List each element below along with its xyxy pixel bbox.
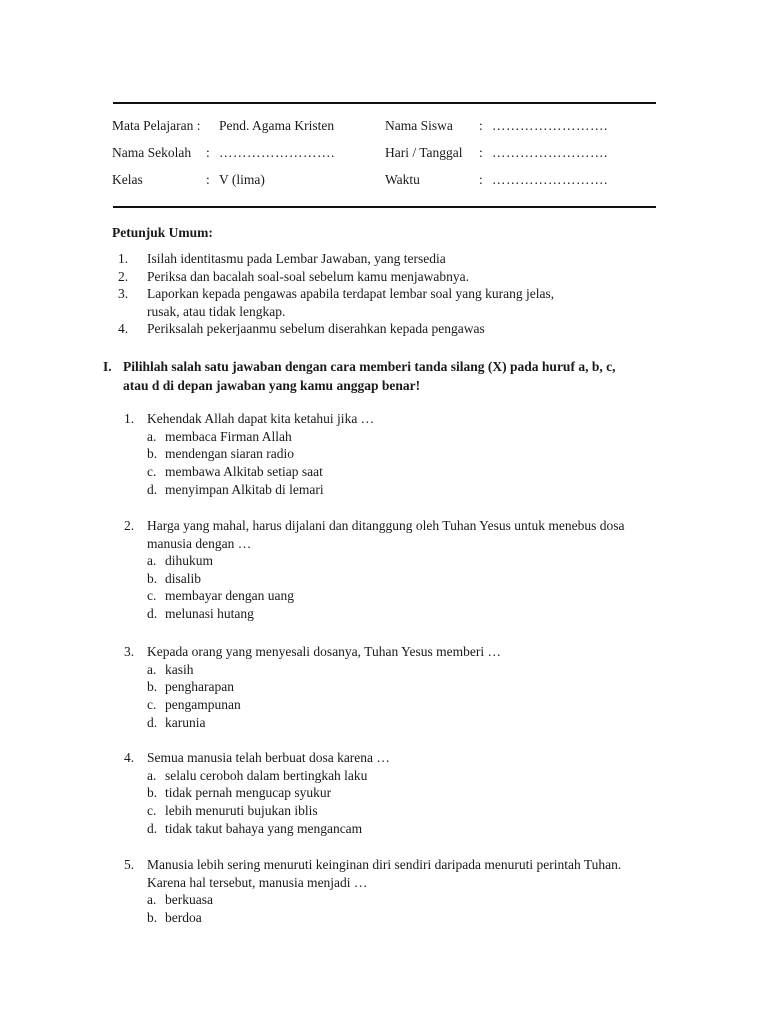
class-separator: : xyxy=(206,172,210,187)
question-3 xyxy=(124,643,659,731)
question-text: Kepada orang yang menyesali dosanya, Tuhan Yesus memberi … xyxy=(147,644,501,659)
instruction-text: Laporkan kepada pengawas apabila terdapat lembar soal yang kurang jelas, rusak, atau tidak lengkap. xyxy=(147,286,555,319)
answer-option[interactable] xyxy=(147,463,659,481)
date-field: ……………………. xyxy=(492,145,608,160)
answer-option[interactable] xyxy=(147,909,659,927)
instruction-text: Isilah identitasmu pada Lembar Jawaban, yang tersedia xyxy=(147,251,446,266)
instruction-item xyxy=(118,320,658,338)
date-label: Hari / Tanggal xyxy=(385,145,463,160)
answer-option[interactable] xyxy=(147,587,659,605)
student-name-label: Nama Siswa xyxy=(385,118,453,133)
part-one-heading xyxy=(103,357,663,395)
option-text: kasih xyxy=(165,661,194,677)
instructions-title: Petunjuk Umum: xyxy=(112,225,213,240)
option-text: berkuasa xyxy=(165,892,213,907)
option-text: pengampunan xyxy=(165,696,241,712)
question-5 xyxy=(124,856,659,926)
option-text: selalu ceroboh dalam bertingkah laku xyxy=(165,767,368,783)
instruction-item xyxy=(118,268,658,286)
option-letter: d. xyxy=(147,481,158,497)
option-letter: b. xyxy=(147,446,158,462)
option-letter: b. xyxy=(147,785,158,801)
option-text: membaca Firman Allah xyxy=(165,428,292,444)
answer-options xyxy=(124,428,659,499)
option-letter: b. xyxy=(147,909,158,925)
header-bottom-rule xyxy=(113,206,656,208)
instruction-text: Periksa dan bacalah soal-soal sebelum kamu menjawabnya. xyxy=(147,268,470,284)
student-name-field: ……………………. xyxy=(492,118,608,133)
answer-option[interactable] xyxy=(147,802,659,820)
option-letter: a. xyxy=(147,428,157,444)
answer-option[interactable] xyxy=(147,678,659,696)
instruction-text: Periksalah pekerjaanmu sebelum diserahkan kepada pengawas xyxy=(147,321,485,336)
subject-label: Mata Pelajaran : xyxy=(112,118,201,133)
question-1 xyxy=(124,410,659,498)
time-field: ……………………. xyxy=(492,172,608,187)
answer-option[interactable] xyxy=(147,661,659,679)
question-2 xyxy=(124,517,659,623)
student-name-separator: : xyxy=(479,118,483,133)
option-text: mendengan siaran radio xyxy=(165,446,294,462)
option-text: membawa Alkitab setiap saat xyxy=(165,463,323,479)
option-letter: b. xyxy=(147,570,158,586)
instruction-number: 4. xyxy=(118,321,129,336)
question-number: 5. xyxy=(124,857,135,872)
instruction-number: 2. xyxy=(118,268,129,284)
school-name-separator: : xyxy=(206,145,210,160)
option-letter: c. xyxy=(147,802,157,818)
answer-option[interactable] xyxy=(147,605,659,623)
part-one-instruction: Pilihlah salah satu jawaban dengan cara memberi tanda silang (X) pada huruf a, b, c, atau d di depan jawaban yang kamu anggap benar! xyxy=(123,359,616,393)
option-text: tidak takut bahaya yang mengancam xyxy=(165,820,363,836)
option-letter: d. xyxy=(147,820,158,836)
answer-option[interactable] xyxy=(147,428,659,446)
question-number: 3. xyxy=(124,644,135,659)
time-label: Waktu xyxy=(385,172,420,187)
option-letter: c. xyxy=(147,588,157,604)
option-text: berdoa xyxy=(165,909,202,925)
question-number: 1. xyxy=(124,411,135,426)
instruction-item xyxy=(118,285,658,320)
question-text: Manusia lebih sering menuruti keinginan diri sendiri daripada menuruti perintah Tuhan. Karena hal tersebut, manusia menjadi … xyxy=(147,857,622,890)
time-separator: : xyxy=(479,172,483,187)
question-stem xyxy=(124,643,659,661)
question-text: Semua manusia telah berbuat dosa karena … xyxy=(147,750,390,765)
date-separator: : xyxy=(479,145,483,160)
question-stem xyxy=(124,856,659,891)
option-letter: d. xyxy=(147,606,158,622)
school-name-label: Nama Sekolah xyxy=(112,145,192,160)
subject-value: Pend. Agama Kristen xyxy=(219,118,335,133)
answer-option[interactable] xyxy=(147,820,659,838)
class-label: Kelas xyxy=(112,172,143,187)
header-top-rule xyxy=(113,102,656,104)
question-number: 2. xyxy=(124,518,135,533)
answer-option[interactable] xyxy=(147,696,659,714)
option-letter: a. xyxy=(147,892,157,907)
answer-options xyxy=(124,891,659,926)
option-text: menyimpan Alkitab di lemari xyxy=(165,481,324,497)
school-name-field: ……………………. xyxy=(219,145,335,160)
answer-options xyxy=(124,661,659,732)
answer-option[interactable] xyxy=(147,891,659,909)
answer-option[interactable] xyxy=(147,784,659,802)
option-letter: c. xyxy=(147,463,157,479)
option-text: dihukum xyxy=(165,553,214,568)
instruction-number: 1. xyxy=(118,251,129,266)
answer-option[interactable] xyxy=(147,570,659,588)
option-letter: d. xyxy=(147,714,158,730)
instruction-number: 3. xyxy=(118,286,129,301)
option-text: lebih menuruti bujukan iblis xyxy=(165,802,318,818)
option-letter: a. xyxy=(147,553,157,568)
instructions-list xyxy=(118,250,658,338)
question-4 xyxy=(124,749,659,837)
option-text: melunasi hutang xyxy=(165,606,254,622)
answer-options xyxy=(124,767,659,838)
question-stem xyxy=(124,749,659,767)
answer-option[interactable] xyxy=(147,714,659,732)
option-letter: b. xyxy=(147,679,158,695)
option-letter: a. xyxy=(147,767,157,783)
option-text: pengharapan xyxy=(165,679,234,695)
answer-option[interactable] xyxy=(147,552,659,570)
option-text: membayar dengan uang xyxy=(165,588,294,604)
option-letter: c. xyxy=(147,696,157,712)
option-text: disalib xyxy=(165,570,201,586)
class-value: V (lima) xyxy=(219,172,265,187)
part-one-numeral: I. xyxy=(103,359,112,374)
question-text: Harga yang mahal, harus dijalani dan ditanggung oleh Tuhan Yesus untuk menebus dosa manusia dengan … xyxy=(147,518,625,551)
answer-option[interactable] xyxy=(147,767,659,785)
answer-option[interactable] xyxy=(147,445,659,463)
question-stem xyxy=(124,410,659,428)
instruction-item xyxy=(118,250,658,268)
answer-options xyxy=(124,552,659,623)
option-text: tidak pernah mengucap syukur xyxy=(165,785,332,801)
option-letter: a. xyxy=(147,661,157,677)
question-stem xyxy=(124,517,659,552)
answer-option[interactable] xyxy=(147,481,659,499)
question-text: Kehendak Allah dapat kita ketahui jika … xyxy=(147,411,375,426)
question-number: 4. xyxy=(124,750,135,765)
option-text: karunia xyxy=(165,714,206,730)
